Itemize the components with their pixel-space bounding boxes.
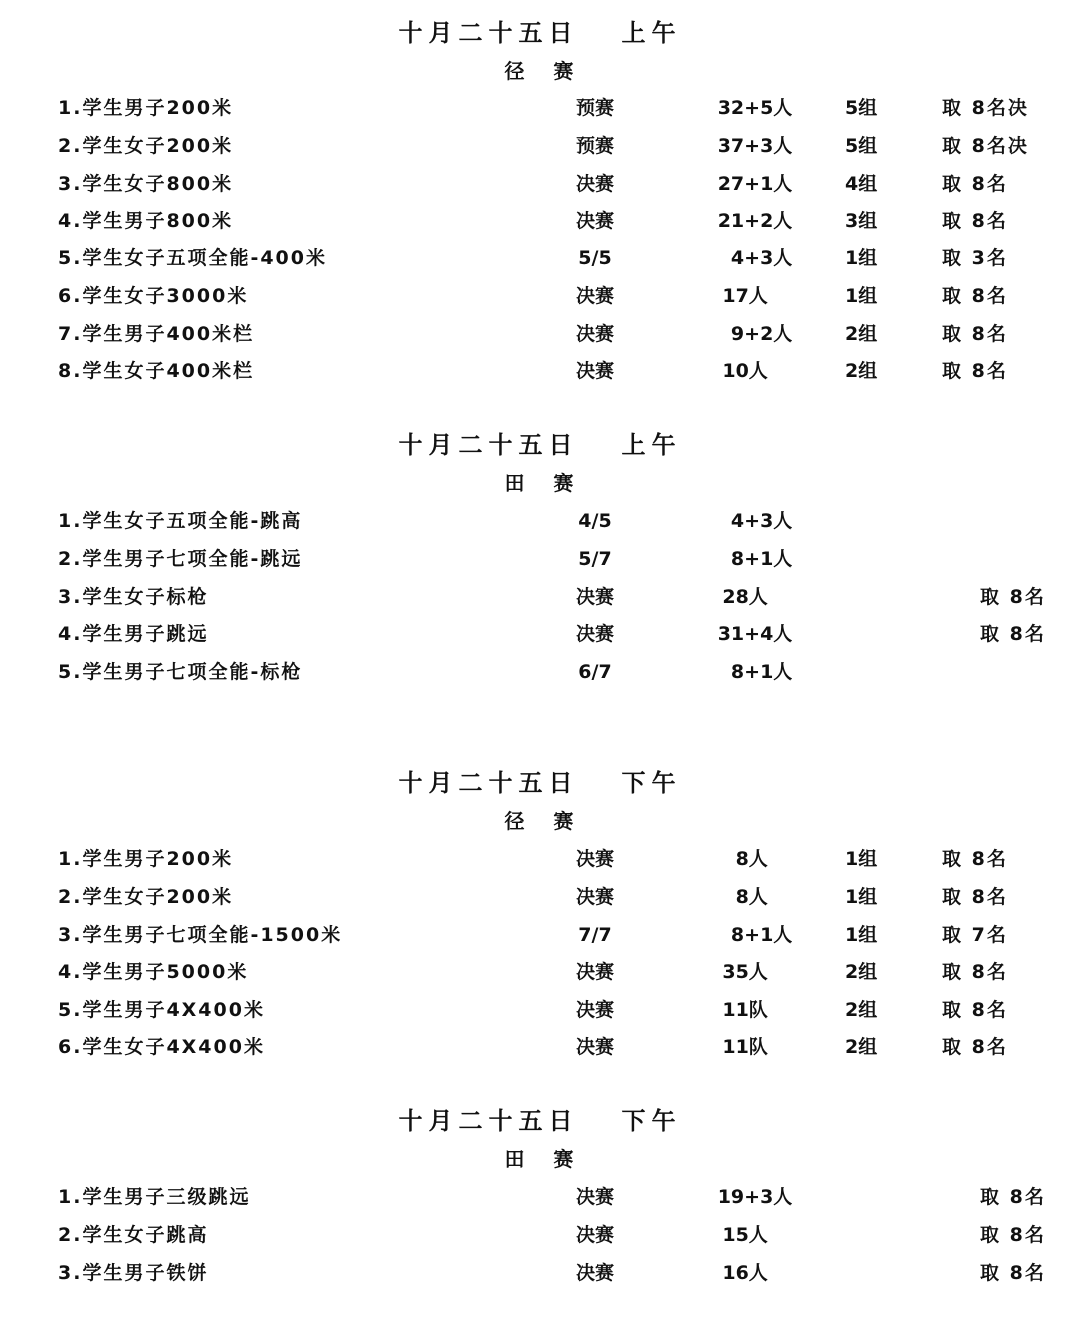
event-qualifiers: 取 8名决: [942, 135, 1029, 157]
event-groups: 2组: [845, 1036, 878, 1058]
event-entrants: 8人: [722, 848, 788, 870]
event-round: 4/5: [578, 510, 612, 532]
section-date-heading: 十月二十五日 下午: [398, 769, 682, 797]
event-qualifiers: 取 8名: [942, 886, 1008, 908]
event-round: 6/7: [578, 661, 612, 683]
event-round: 决赛: [575, 210, 614, 232]
event-row: [0, 1182, 1080, 1212]
event-entrants: 4+3人: [717, 510, 793, 532]
event-groups: 2组: [845, 360, 878, 382]
event-groups: 2组: [845, 961, 878, 983]
event-groups: 1组: [845, 924, 878, 946]
event-entrants: 21+2人: [717, 210, 793, 232]
event-row: [0, 1032, 1080, 1062]
event-name: 5.学生男子七项全能-标枪: [58, 661, 303, 683]
event-qualifiers: 取 8名: [942, 1036, 1008, 1058]
event-name: 2.学生女子跳高: [58, 1224, 209, 1246]
event-round: 5/5: [578, 247, 612, 269]
event-round: 决赛: [575, 1036, 614, 1058]
event-name: 7.学生男子400米栏: [58, 323, 255, 345]
event-row: [0, 206, 1080, 236]
event-entrants: 28人: [722, 586, 788, 608]
event-qualifiers: 取 8名: [942, 285, 1008, 307]
event-qualifiers: 取 3名: [942, 247, 1008, 269]
event-row: [0, 920, 1080, 950]
event-name: 5.学生女子五项全能-400米: [58, 247, 327, 269]
event-name: 6.学生女子3000米: [58, 285, 249, 307]
event-entrants: 32+5人: [717, 97, 793, 119]
event-name: 3.学生男子七项全能-1500米: [58, 924, 343, 946]
event-groups: 2组: [845, 999, 878, 1021]
event-entrants: 8+1人: [717, 548, 793, 570]
event-row: [0, 544, 1080, 574]
event-row: [0, 957, 1080, 987]
event-round: 决赛: [575, 623, 614, 645]
event-groups: 2组: [845, 323, 878, 345]
event-entrants: 19+3人: [717, 1186, 793, 1208]
section-category-heading: 径 赛: [504, 59, 576, 83]
event-row: [0, 506, 1080, 536]
event-row: [0, 844, 1080, 874]
section-date-heading: 十月二十五日 上午: [398, 19, 682, 47]
section-category-heading: 径 赛: [504, 809, 576, 833]
event-entrants: 16人: [722, 1262, 788, 1284]
event-entrants: 11队: [722, 1036, 788, 1058]
event-qualifiers: 取 8名: [980, 1224, 1046, 1246]
event-groups: 5组: [845, 135, 878, 157]
event-qualifiers: 取 8名: [980, 1186, 1046, 1208]
event-round: 决赛: [575, 285, 614, 307]
event-round: 预赛: [575, 97, 614, 119]
event-round: 决赛: [575, 1262, 614, 1284]
event-qualifiers: 取 8名: [942, 999, 1008, 1021]
event-entrants: 9+2人: [717, 323, 793, 345]
event-row: [0, 281, 1080, 311]
event-entrants: 8+1人: [717, 924, 793, 946]
event-round: 预赛: [575, 135, 614, 157]
event-entrants: 10人: [722, 360, 788, 382]
event-name: 1.学生女子五项全能-跳高: [58, 510, 303, 532]
section-date-heading: 十月二十五日 下午: [398, 1107, 682, 1135]
event-qualifiers: 取 8名: [980, 623, 1046, 645]
section-category-heading: 田 赛: [504, 471, 576, 495]
event-groups: 1组: [845, 848, 878, 870]
event-row: [0, 1220, 1080, 1250]
event-round: 决赛: [575, 961, 614, 983]
event-row: [0, 93, 1080, 123]
event-name: 5.学生男子4X400米: [58, 999, 265, 1021]
event-row: [0, 131, 1080, 161]
event-name: 3.学生男子铁饼: [58, 1262, 209, 1284]
event-name: 6.学生女子4X400米: [58, 1036, 265, 1058]
event-groups: 1组: [845, 285, 878, 307]
event-round: 决赛: [575, 586, 614, 608]
event-row: [0, 995, 1080, 1025]
event-qualifiers: 取 8名: [942, 173, 1008, 195]
event-groups: 1组: [845, 247, 878, 269]
event-name: 4.学生男子跳远: [58, 623, 209, 645]
event-row: [0, 619, 1080, 649]
event-name: 3.学生女子标枪: [58, 586, 209, 608]
event-qualifiers: 取 8名: [942, 360, 1008, 382]
event-groups: 3组: [845, 210, 878, 232]
event-qualifiers: 取 8名: [942, 210, 1008, 232]
event-groups: 5组: [845, 97, 878, 119]
event-round: 决赛: [575, 848, 614, 870]
event-name: 1.学生男子200米: [58, 848, 234, 870]
event-entrants: 37+3人: [717, 135, 793, 157]
event-row: [0, 882, 1080, 912]
event-round: 决赛: [575, 323, 614, 345]
event-name: 2.学生女子200米: [58, 886, 234, 908]
event-row: [0, 319, 1080, 349]
event-entrants: 8+1人: [717, 661, 793, 683]
event-name: 2.学生女子200米: [58, 135, 234, 157]
event-round: 5/7: [578, 548, 612, 570]
event-qualifiers: 取 8名: [942, 961, 1008, 983]
event-entrants: 4+3人: [717, 247, 793, 269]
event-name: 3.学生女子800米: [58, 173, 234, 195]
event-name: 4.学生男子800米: [58, 210, 234, 232]
event-name: 8.学生女子400米栏: [58, 360, 255, 382]
event-qualifiers: 取 8名: [942, 323, 1008, 345]
section-category-heading: 田 赛: [504, 1147, 576, 1171]
event-row: [0, 582, 1080, 612]
event-groups: 1组: [845, 886, 878, 908]
event-row: [0, 1258, 1080, 1288]
event-round: 决赛: [575, 360, 614, 382]
event-name: 4.学生男子5000米: [58, 961, 249, 983]
event-entrants: 15人: [722, 1224, 788, 1246]
event-entrants: 11队: [722, 999, 788, 1021]
event-entrants: 17人: [722, 285, 788, 307]
event-name: 2.学生男子七项全能-跳远: [58, 548, 303, 570]
event-round: 决赛: [575, 173, 614, 195]
section-date-heading: 十月二十五日 上午: [398, 431, 682, 459]
event-name: 1.学生男子200米: [58, 97, 234, 119]
event-round: 7/7: [578, 924, 612, 946]
event-entrants: 31+4人: [717, 623, 793, 645]
event-row: [0, 657, 1080, 687]
event-groups: 4组: [845, 173, 878, 195]
event-entrants: 8人: [722, 886, 788, 908]
event-qualifiers: 取 8名决: [942, 97, 1029, 119]
event-round: 决赛: [575, 1224, 614, 1246]
event-qualifiers: 取 8名: [980, 1262, 1046, 1284]
event-round: 决赛: [575, 1186, 614, 1208]
event-name: 1.学生男子三级跳远: [58, 1186, 251, 1208]
event-qualifiers: 取 8名: [942, 848, 1008, 870]
event-round: 决赛: [575, 999, 614, 1021]
event-row: [0, 243, 1080, 273]
event-row: [0, 169, 1080, 199]
event-entrants: 35人: [722, 961, 788, 983]
event-qualifiers: 取 7名: [942, 924, 1008, 946]
event-qualifiers: 取 8名: [980, 586, 1046, 608]
event-row: [0, 356, 1080, 386]
event-entrants: 27+1人: [717, 173, 793, 195]
event-round: 决赛: [575, 886, 614, 908]
